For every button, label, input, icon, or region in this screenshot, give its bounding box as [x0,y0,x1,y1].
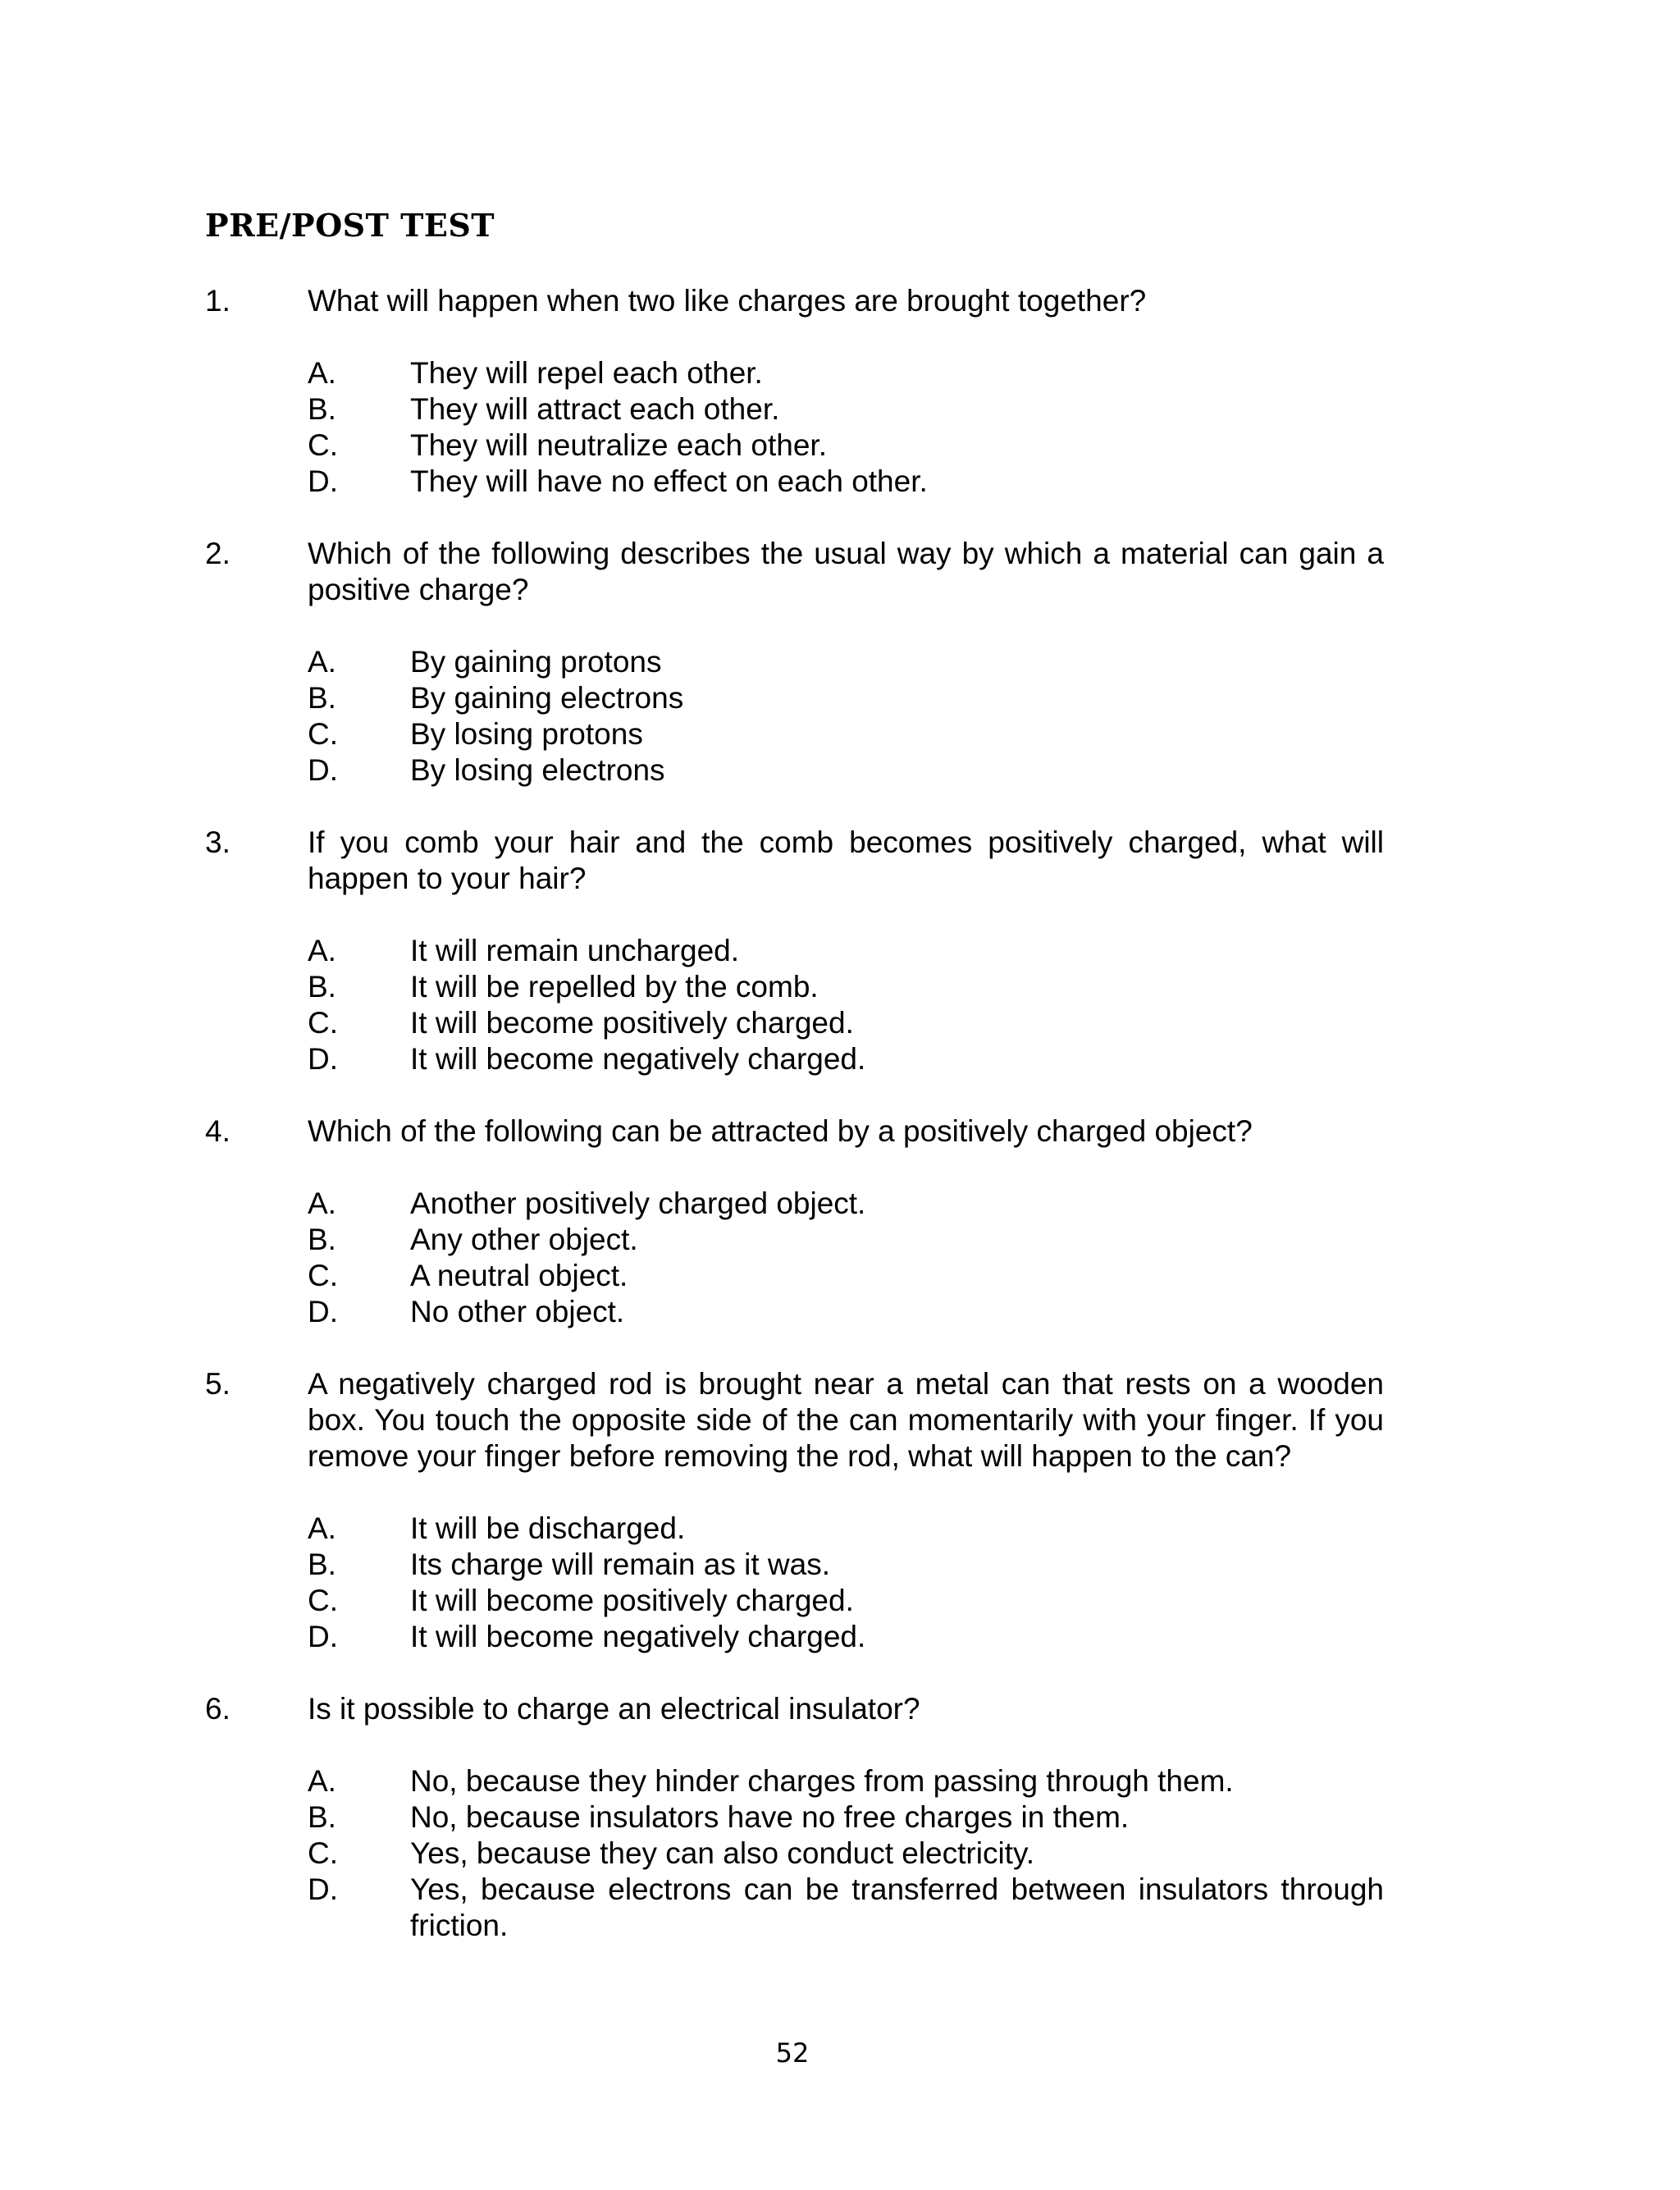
question-5-stem [0,1366,1680,1474]
question-2 [0,536,1680,789]
question-5-options [0,1511,1680,1655]
option-letter: C. [308,1006,338,1040]
option-letter: D. [308,1620,338,1653]
option-letter: C. [308,717,338,751]
question-1-stem [0,283,1680,319]
option-d [0,1041,1680,1077]
question-2-options [0,644,1680,789]
option-a [0,644,1680,680]
option-d [0,752,1680,789]
question-text: Which of the following can be attracted by a positively charged object? [308,1114,1253,1148]
option-letter: D. [308,1042,338,1076]
option-letter: B. [308,1223,336,1256]
option-text: Any other object. [410,1223,638,1256]
option-text: Its charge will remain as it was. [410,1548,831,1581]
option-text: It will become positively charged. [410,1006,854,1040]
option-letter: A. [308,934,336,967]
question-text: What will happen when two like charges are brought together? [308,284,1147,318]
option-b [0,391,1680,427]
option-letter: B. [308,681,336,715]
option-a [0,355,1680,391]
option-b [0,1799,1680,1836]
option-letter: A. [308,1511,336,1545]
option-text: No, because they hinder charges from passing through them. [410,1764,1234,1798]
option-a [0,933,1680,969]
option-letter: A. [308,1186,336,1220]
option-text: By losing protons [410,717,643,751]
question-3 [0,825,1680,1077]
question-number: 6. [205,1692,231,1726]
option-letter: C. [308,1584,338,1617]
option-text: They will neutralize each other. [410,428,827,462]
question-number: 2. [205,537,231,570]
question-number: 4. [205,1114,231,1148]
option-text: By gaining electrons [410,681,684,715]
option-letter: B. [308,970,336,1004]
question-2-stem [0,536,1680,608]
option-b [0,1547,1680,1583]
option-c [0,1583,1680,1619]
option-letter: A. [308,356,336,390]
question-4-options [0,1186,1680,1330]
option-letter: A. [308,645,336,679]
option-text: It will become negatively charged. [410,1620,866,1653]
question-5 [0,1366,1680,1655]
option-text: Another positively charged object. [410,1186,866,1220]
option-text: It will become positively charged. [410,1584,854,1617]
option-text: They will attract each other. [410,392,780,426]
option-letter: A. [308,1764,336,1798]
option-letter: D. [308,464,338,498]
question-4 [0,1113,1680,1330]
question-list [0,283,1680,1944]
option-c [0,427,1680,464]
option-a [0,1763,1680,1799]
question-4-stem [0,1113,1680,1150]
question-1 [0,283,1680,500]
option-c [0,1005,1680,1041]
option-letter: D. [308,1295,338,1328]
option-c [0,716,1680,752]
option-text: A neutral object. [410,1259,628,1292]
question-number: 1. [205,284,231,318]
option-d [0,1619,1680,1655]
option-a [0,1511,1680,1547]
option-letter: D. [308,1872,338,1906]
option-letter: D. [308,753,338,787]
option-text: By losing electrons [410,753,665,787]
option-text: No other object. [410,1295,625,1328]
question-3-options [0,933,1680,1077]
option-text: By gaining protons [410,645,662,679]
option-c [0,1836,1680,1872]
option-text: It will be repelled by the comb. [410,970,819,1004]
option-d [0,464,1680,500]
option-letter: B. [308,392,336,426]
question-text: Is it possible to charge an electrical insulator? [308,1692,920,1726]
option-text: They will repel each other. [410,356,763,390]
option-text: They will have no effect on each other. [410,464,928,498]
question-number: 3. [205,825,231,859]
option-c [0,1258,1680,1294]
option-b [0,680,1680,716]
option-letter: C. [308,1259,338,1292]
option-d [0,1872,1680,1944]
option-b [0,969,1680,1005]
question-text: Which of the following describes the usual way by which a material can gain a positive charge? [308,537,1384,606]
option-letter: C. [308,1836,338,1870]
option-letter: B. [308,1800,336,1834]
option-text: No, because insulators have no free charges in them. [410,1800,1130,1834]
question-3-stem [0,825,1680,897]
page-title: PRE/POST TEST [205,207,495,244]
question-number: 5. [205,1367,231,1401]
option-text: It will remain uncharged. [410,934,740,967]
option-d [0,1294,1680,1330]
option-a [0,1186,1680,1222]
option-letter: B. [308,1548,336,1581]
option-text: It will become negatively charged. [410,1042,866,1076]
option-text: It will be discharged. [410,1511,686,1545]
question-text: If you comb your hair and the comb becomes positively charged, what will happen to your hair? [308,825,1384,895]
question-text: A negatively charged rod is brought near a metal can that rests on a wooden box. You touch the opposite side of the can momentarily with your finger. If you remove your finger before removing the rod, what will happen to the can? [308,1367,1384,1473]
question-6-options [0,1763,1680,1944]
option-b [0,1222,1680,1258]
question-1-options [0,355,1680,500]
option-text: Yes, because they can also conduct electricity. [410,1836,1034,1870]
page-number: 52 [775,2037,810,2069]
question-6 [0,1691,1680,1944]
option-letter: C. [308,428,338,462]
question-6-stem [0,1691,1680,1727]
option-text: Yes, because electrons can be transferred between insulators through friction. [410,1872,1384,1942]
